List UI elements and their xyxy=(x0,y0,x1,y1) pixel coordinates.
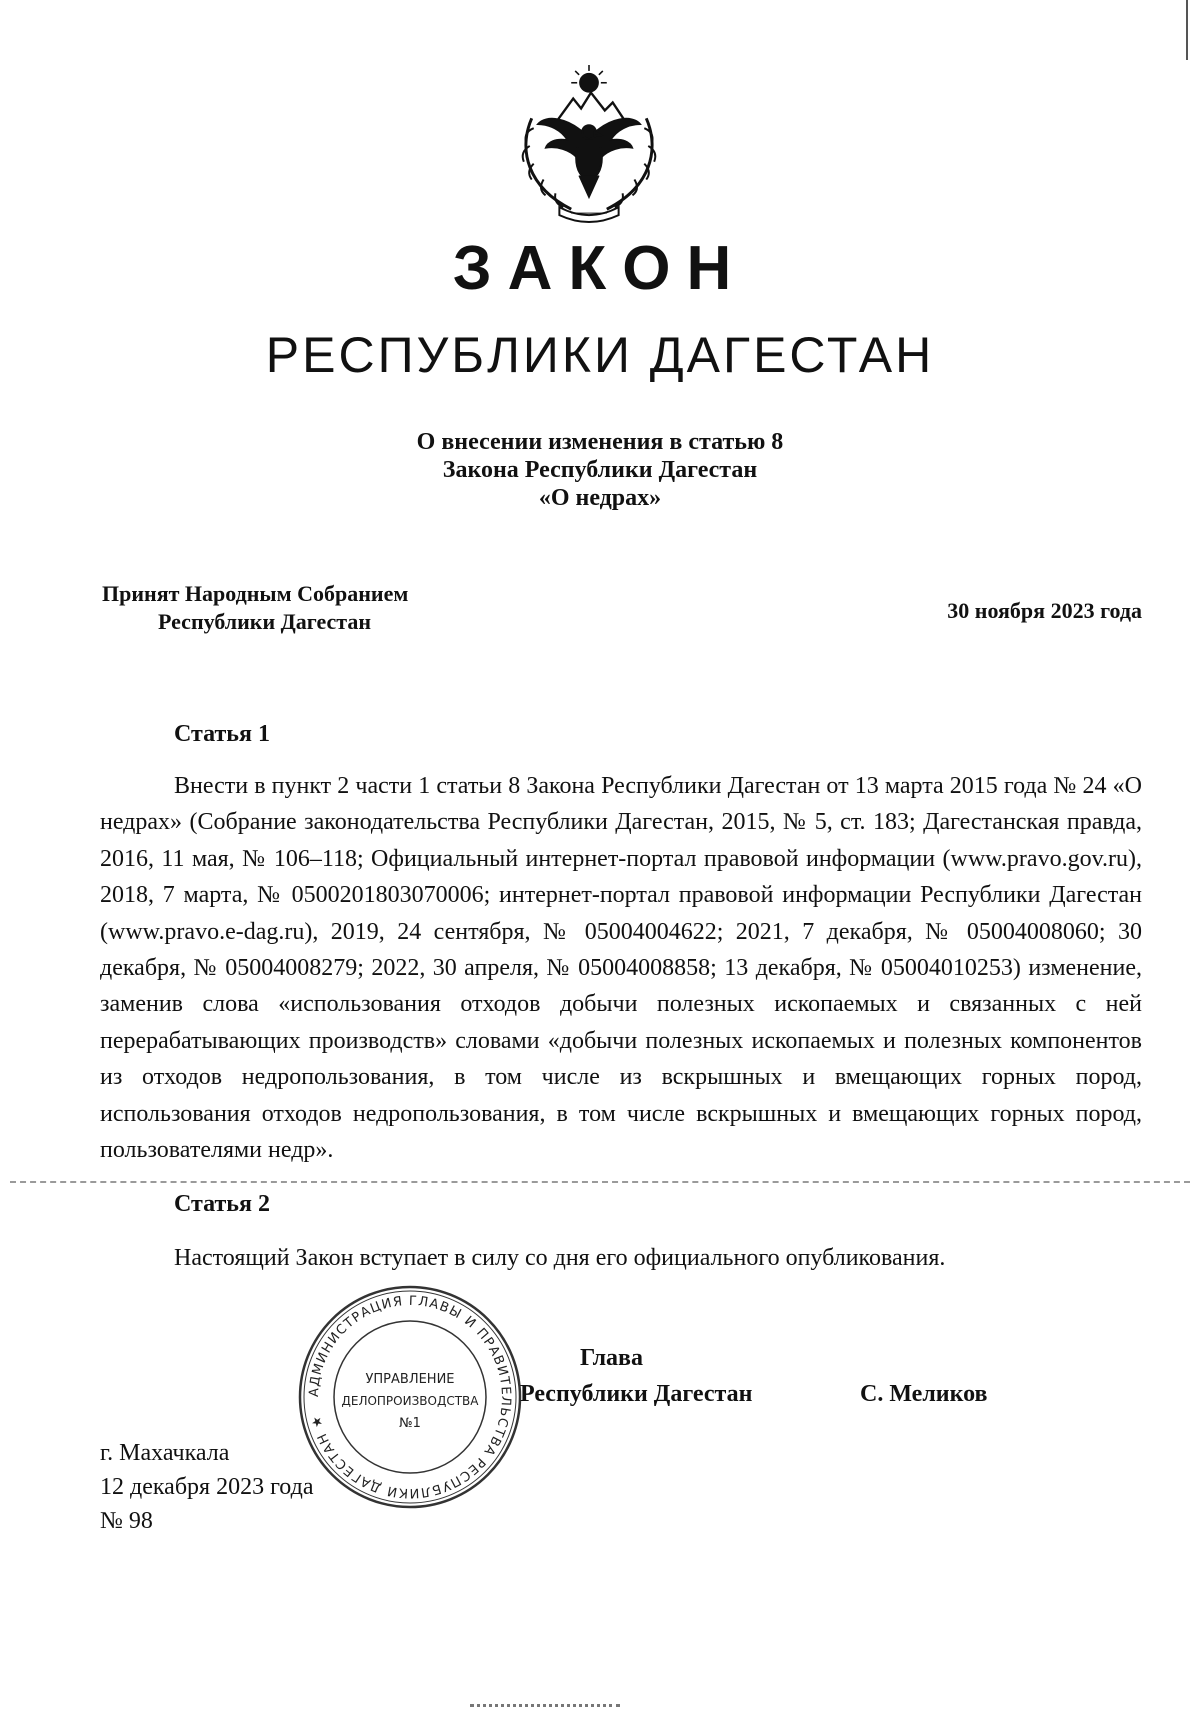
scan-edge-line xyxy=(1186,0,1188,60)
signatory-title-line: Республики Дагестан xyxy=(520,1381,753,1407)
law-number: № 98 xyxy=(100,1508,153,1534)
scan-artifact-line xyxy=(10,1181,1190,1183)
document-subtitle: РЕСПУБЛИКИ ДАГЕСТАН xyxy=(265,327,935,383)
stamp-line-1: УПРАВЛЕНИЕ xyxy=(365,1372,455,1387)
law-subject-line: О внесении изменения в статью 8 xyxy=(416,429,784,455)
document-title: ЗАКОН xyxy=(452,234,748,303)
signatory-title xyxy=(520,1340,752,1412)
article-2-heading: Статья 2 xyxy=(174,1191,270,1217)
signing-date: 12 декабря 2023 года xyxy=(100,1474,314,1500)
article-2-text: Настоящий Закон вступает в силу со дня его официального опубликования. xyxy=(174,1245,946,1271)
stamp-ring-text: АДМИНИСТРАЦИЯ ГЛАВЫ И ПРАВИТЕЛЬСТВА РЕСПУБЛИКИ ДАГЕСТАН ★ xyxy=(306,1293,514,1501)
stamp-line-2: ДЕЛОПРОИЗВОДСТВА xyxy=(341,1394,479,1408)
law-subject-line: «О недрах» xyxy=(538,485,662,511)
adoption-line: Республики Дагестан xyxy=(158,609,372,634)
signatory-name: С. Меликов xyxy=(860,1381,988,1407)
dagestan-coat-of-arms-icon xyxy=(510,58,668,228)
place-date-number xyxy=(100,1436,313,1538)
law-subject-line: Закона Республики Дагестан xyxy=(442,457,758,483)
article-1-text: Внести в пункт 2 части 1 статьи 8 Закона Республики Дагестан от 13 марта 2015 года № 24 «О недрах» (Собрание законодательства Республики Дагестан, 2015, № 5, ст. 183; Дагестанская правда, 2016, 11 мая, № 106–118; Официальный интернет-портал правовой информации (www.pravo.gov.ru), 2018, 7 марта, № 0500201803070006; интернет-портал правовой информации Республики Дагестан (www.pravo.e-dag.ru), 2019, 24 сентября, № 05004004622; 2021, 7 декабря, № 05004008060; 30 декабря, № 05004008279; 2022, 30 апреля, № 05004008858; 13 декабря, № 05004010253) изменение, заменив слова «использования отходов добычи полезных ископаемых и связанных с ней перерабатывающих производств» словами «добычи полезных ископаемых и полезных компонентов из отходов недропользования, в том числе из вскрышных и вмещающих горных пород, использования отходов недропользования, в том числе вскрышных и вмещающих горных пород, пользователями недр». xyxy=(100,773,1142,1164)
law-subject xyxy=(0,428,1200,512)
city: г. Махачкала xyxy=(100,1440,230,1466)
article-1-heading: Статья 1 xyxy=(174,721,270,747)
signatory-title-line: Глава xyxy=(580,1345,643,1371)
adoption-date: 30 ноября 2023 года xyxy=(947,598,1142,623)
official-stamp xyxy=(296,1283,524,1511)
adoption-line: Принят Народным Собранием xyxy=(102,581,409,606)
scan-artifact-marks xyxy=(470,1704,620,1707)
stamp-line-3: №1 xyxy=(399,1416,421,1431)
adoption-block xyxy=(102,580,408,636)
